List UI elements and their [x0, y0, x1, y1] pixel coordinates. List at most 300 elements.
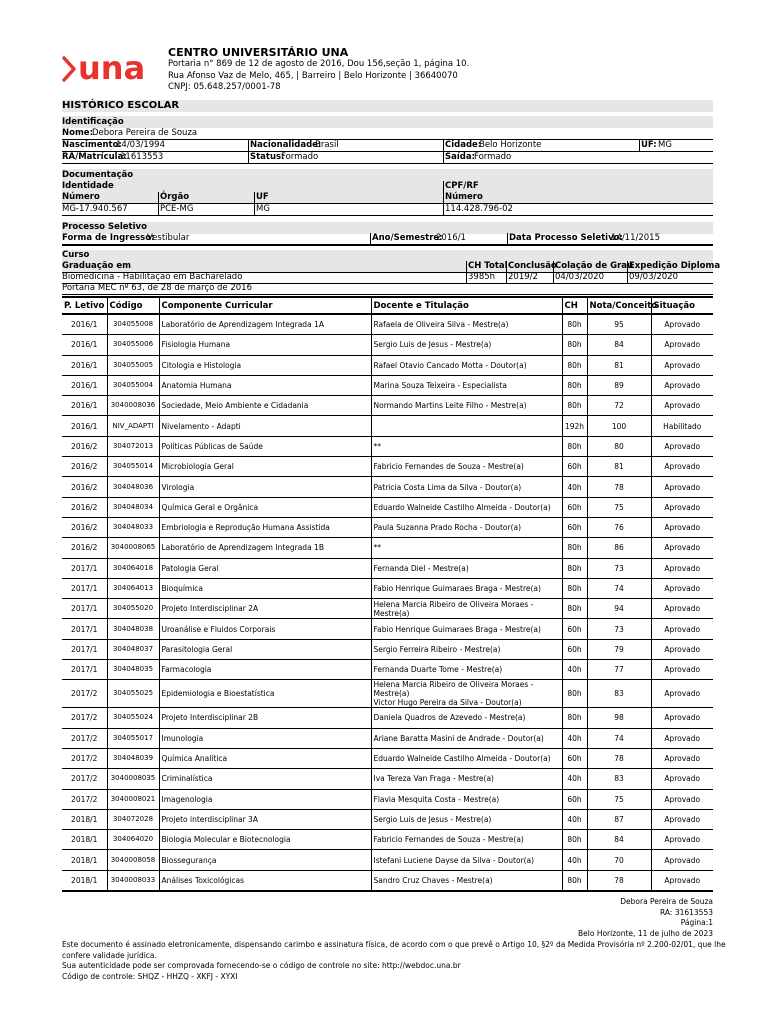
cell-codigo: 304055025 — [107, 680, 159, 708]
expedicao-label: Expedição Diploma — [629, 261, 721, 271]
cell-codigo: 304064018 — [107, 558, 159, 578]
cell-ch: 60h — [562, 639, 587, 659]
cell-codigo: 304055020 — [107, 599, 159, 619]
table-row — [62, 538, 713, 558]
cell-docente: Helena Marcia Ribeiro de Oliveira Moraes - Mestre(a) Victor Hugo Pereira da Silva - Doutor(a) — [371, 680, 562, 708]
cell-codigo: 3040008021 — [107, 789, 159, 809]
cell-periodo: 2016/1 — [62, 355, 107, 375]
cell-nota: 77 — [587, 660, 651, 680]
cell-docente: Ariane Baratta Masini de Andrade - Doutor(a) — [371, 728, 562, 748]
cell-periodo: 2017/2 — [62, 789, 107, 809]
cell-ch: 80h — [562, 396, 587, 416]
saida-value: Formado — [474, 152, 512, 162]
cell-nota: 75 — [587, 497, 651, 517]
cell-componente: Virologia — [159, 477, 371, 497]
cell-nota: 80 — [587, 436, 651, 456]
cell-situacao: Aprovado — [651, 355, 713, 375]
ra-label: RA/Matrícula: — [62, 152, 127, 162]
cell-nota: 89 — [587, 375, 651, 395]
cell-periodo: 2016/2 — [62, 517, 107, 537]
cell-periodo: 2016/1 — [62, 375, 107, 395]
processo-label: Processo Seletivo — [62, 222, 147, 232]
cell-codigo: 304055014 — [107, 457, 159, 477]
cell-docente: Fabio Henrique Guimaraes Braga - Mestre(a) — [371, 578, 562, 598]
cell-situacao: Aprovado — [651, 789, 713, 809]
institution-name: CENTRO UNIVERSITÁRIO UNA — [168, 46, 349, 59]
cell-docente: Fabricio Fernandes de Souza - Mestre(a) — [371, 830, 562, 850]
cell-ch: 60h — [562, 748, 587, 768]
table-row — [62, 789, 713, 809]
cell-nota: 84 — [587, 335, 651, 355]
cell-situacao: Aprovado — [651, 578, 713, 598]
cell-ch: 80h — [562, 708, 587, 728]
cell-componente: Microbiologia Geral — [159, 457, 371, 477]
cell-ch: 80h — [562, 558, 587, 578]
cell-docente: Sergio Luis de Jesus - Mestre(a) — [371, 809, 562, 829]
cell-componente: Parasitologia Geral — [159, 639, 371, 659]
cell-codigo: 304072028 — [107, 809, 159, 829]
cell-codigo: 304055006 — [107, 335, 159, 355]
col-codigo: Código — [107, 297, 159, 314]
cell-ch: 40h — [562, 477, 587, 497]
doc-uf-value: MG — [256, 204, 270, 214]
conclusao-label: Conclusão — [508, 261, 557, 271]
cell-periodo: 2016/1 — [62, 416, 107, 436]
cell-codigo: 304048035 — [107, 660, 159, 680]
cell-docente: Fernanda Diel - Mestre(a) — [371, 558, 562, 578]
cell-nota: 81 — [587, 457, 651, 477]
cell-docente — [371, 416, 562, 436]
cell-periodo: 2016/2 — [62, 538, 107, 558]
cell-docente: Sandro Cruz Chaves - Mestre(a) — [371, 870, 562, 891]
cell-nota: 94 — [587, 599, 651, 619]
cell-componente: Biologia Molecular e Biotecnologia — [159, 830, 371, 850]
signature-date: Belo Horizonte, 11 de julho de 2023 — [578, 928, 713, 938]
cell-nota: 83 — [587, 680, 651, 708]
cell-codigo: 304055008 — [107, 314, 159, 335]
courses-table — [62, 296, 713, 892]
cell-periodo: 2018/1 — [62, 830, 107, 850]
table-row — [62, 769, 713, 789]
cell-situacao: Aprovado — [651, 538, 713, 558]
cell-nota: 86 — [587, 538, 651, 558]
table-row — [62, 728, 713, 748]
cell-componente: Projeto interdisciplinar 3A — [159, 809, 371, 829]
table-row — [62, 355, 713, 375]
cell-ch: 80h — [562, 375, 587, 395]
graduacao-value: Biomedicina - Habilitação em Bacharelado — [62, 272, 243, 282]
cell-componente: Nivelamento - Adapti — [159, 416, 371, 436]
cell-docente: Daniela Quadros de Azevedo - Mestre(a) — [371, 708, 562, 728]
cell-situacao: Aprovado — [651, 497, 713, 517]
forma-ingresso-value: Vestibular — [147, 233, 190, 243]
nome-label: Nome: — [62, 128, 93, 138]
cell-periodo: 2017/1 — [62, 639, 107, 659]
table-row — [62, 639, 713, 659]
courses-body — [62, 314, 713, 891]
cell-codigo: 304064013 — [107, 578, 159, 598]
cell-componente: Química Analítica — [159, 748, 371, 768]
cell-componente: Políticas Públicas de Saúde — [159, 436, 371, 456]
cell-ch: 60h — [562, 789, 587, 809]
cell-nota: 81 — [587, 355, 651, 375]
cell-ch: 80h — [562, 314, 587, 335]
cell-nota: 95 — [587, 314, 651, 335]
cell-docente: Eduardo Walneide Castilho Almeida - Doutor(a) — [371, 497, 562, 517]
col-periodo: P. Letivo — [62, 297, 107, 314]
cell-docente: Helena Marcia Ribeiro de Oliveira Moraes - Mestre(a) — [371, 599, 562, 619]
cell-componente: Epidemiologia e Bioestatística — [159, 680, 371, 708]
cell-situacao: Aprovado — [651, 660, 713, 680]
expedicao-value: 09/03/2020 — [629, 272, 678, 282]
table-row — [62, 396, 713, 416]
cell-situacao: Aprovado — [651, 477, 713, 497]
nacionalidade-label: Nacionalidade: — [250, 140, 322, 150]
cell-codigo: 3040008035 — [107, 769, 159, 789]
cell-situacao: Aprovado — [651, 517, 713, 537]
uf-label: UF: — [641, 140, 657, 150]
col-docente: Docente e Titulação — [371, 297, 562, 314]
cell-nota: 83 — [587, 769, 651, 789]
footer-control-code: Código de controle: SHQZ - HHZQ - XKFJ - XYXI — [62, 971, 238, 981]
cell-nota: 78 — [587, 870, 651, 891]
ch-total-value: 3985h — [468, 272, 496, 282]
cell-situacao: Aprovado — [651, 558, 713, 578]
col-componente: Componente Curricular — [159, 297, 371, 314]
table-row — [62, 558, 713, 578]
table-row — [62, 850, 713, 870]
cell-situacao: Aprovado — [651, 599, 713, 619]
identificacao-label: Identificação — [62, 117, 124, 127]
cell-docente: Patricia Costa Lima da Silva - Doutor(a) — [371, 477, 562, 497]
cell-periodo: 2016/2 — [62, 477, 107, 497]
cell-ch: 80h — [562, 830, 587, 850]
signature-ra: RA: 31613553 — [660, 907, 713, 917]
cell-ch: 60h — [562, 619, 587, 639]
cell-docente: Fabio Henrique Guimaraes Braga - Mestre(a) — [371, 619, 562, 639]
cell-situacao: Aprovado — [651, 870, 713, 891]
cell-situacao: Aprovado — [651, 830, 713, 850]
cell-ch: 40h — [562, 769, 587, 789]
cell-nota: 73 — [587, 558, 651, 578]
cpf-label: CPF/RF — [445, 181, 479, 191]
cell-codigo: 304048039 — [107, 748, 159, 768]
cell-situacao: Aprovado — [651, 375, 713, 395]
cell-componente: Bioquímica — [159, 578, 371, 598]
cell-periodo: 2016/2 — [62, 457, 107, 477]
cell-periodo: 2018/1 — [62, 850, 107, 870]
cell-nota: 100 — [587, 416, 651, 436]
cell-periodo: 2016/1 — [62, 314, 107, 335]
cell-periodo: 2018/1 — [62, 870, 107, 891]
cell-componente: Biossegurança — [159, 850, 371, 870]
cell-ch: 60h — [562, 457, 587, 477]
cell-situacao: Aprovado — [651, 708, 713, 728]
cell-situacao: Habilitado — [651, 416, 713, 436]
cell-componente: Laboratório de Aprendizagem Integrada 1A — [159, 314, 371, 335]
cpf-numero-label: Número — [445, 192, 483, 202]
institution-cnpj: CNPJ: 05.648.257/0001-78 — [168, 82, 281, 92]
cell-codigo: 304055004 — [107, 375, 159, 395]
identificacao-header — [62, 116, 713, 128]
nascimento-value: 14/03/1994 — [116, 140, 165, 150]
cell-nota: 74 — [587, 578, 651, 598]
institution-portaria: Portaria n° 869 de 12 de agosto de 2016, Dou 156,seção 1, página 10. — [168, 59, 470, 69]
cell-periodo: 2017/2 — [62, 748, 107, 768]
col-ch: CH — [562, 297, 587, 314]
footer-line-3: Sua autenticidade pode ser comprovada fornecendo-se o código de controle no site: http://webdoc.una.br — [62, 961, 461, 970]
svg-text:una: una — [78, 49, 146, 87]
cell-codigo: 304055024 — [107, 708, 159, 728]
cell-docente: Istefani Luciene Dayse da Silva - Doutor(a) — [371, 850, 562, 870]
cell-docente: Rafaela de Oliveira Silva - Mestre(a) — [371, 314, 562, 335]
cell-componente: Farmacologia — [159, 660, 371, 680]
table-row — [62, 457, 713, 477]
cell-codigo: 304048038 — [107, 619, 159, 639]
cell-codigo: 304048037 — [107, 639, 159, 659]
cell-ch: 40h — [562, 850, 587, 870]
table-row — [62, 809, 713, 829]
footer-line-2: confere validade jurídica. — [62, 950, 157, 960]
cell-situacao: Aprovado — [651, 728, 713, 748]
data-processo-value: 14/11/2015 — [611, 233, 660, 243]
cell-nota: 76 — [587, 517, 651, 537]
cell-nota: 73 — [587, 619, 651, 639]
cell-componente: Imunologia — [159, 728, 371, 748]
cell-periodo: 2017/1 — [62, 578, 107, 598]
cell-ch: 80h — [562, 355, 587, 375]
table-row — [62, 708, 713, 728]
cell-codigo: 3040008033 — [107, 870, 159, 891]
table-row — [62, 477, 713, 497]
cell-situacao: Aprovado — [651, 680, 713, 708]
cell-ch: 80h — [562, 436, 587, 456]
table-row — [62, 335, 713, 355]
signature-name: Debora Pereira de Souza — [620, 897, 713, 906]
table-row — [62, 660, 713, 680]
cell-componente: Embriologia e Reprodução Humana Assistida — [159, 517, 371, 537]
ano-semestre-label: Ano/Semestre: — [372, 233, 443, 243]
table-row — [62, 578, 713, 598]
graduacao-label: Graduação em — [62, 261, 131, 271]
cell-ch: 192h — [562, 416, 587, 436]
cell-codigo: 304072013 — [107, 436, 159, 456]
cell-ch: 40h — [562, 728, 587, 748]
cell-situacao: Aprovado — [651, 748, 713, 768]
cell-situacao: Aprovado — [651, 457, 713, 477]
cell-situacao: Aprovado — [651, 619, 713, 639]
signature-page: Página:1 — [680, 918, 713, 927]
document-title: HISTÓRICO ESCOLAR — [62, 100, 713, 112]
cell-docente: Iva Tereza Van Fraga - Mestre(a) — [371, 769, 562, 789]
cell-ch: 80h — [562, 680, 587, 708]
colacao-label: Colação de Grau — [555, 261, 634, 271]
cell-docente: Normando Martins Leite Filho - Mestre(a) — [371, 396, 562, 416]
ch-total-label: CH Total — [468, 261, 508, 271]
cell-periodo: 2017/1 — [62, 558, 107, 578]
table-row — [62, 314, 713, 335]
cell-docente: ** — [371, 538, 562, 558]
table-row — [62, 748, 713, 768]
conclusao-value: 2019/2 — [508, 272, 538, 282]
cell-periodo: 2016/1 — [62, 396, 107, 416]
cell-periodo: 2017/1 — [62, 660, 107, 680]
cell-ch: 80h — [562, 599, 587, 619]
cell-componente: Sociedade, Meio Ambiente e Cidadania — [159, 396, 371, 416]
cell-codigo: NIV_ADAPTI — [107, 416, 159, 436]
col-nota: Nota/Conceito — [587, 297, 651, 314]
cell-docente: Fabricio Fernandes de Souza - Mestre(a) — [371, 457, 562, 477]
table-row — [62, 497, 713, 517]
cell-componente: Criminalística — [159, 769, 371, 789]
cell-docente: Sergio Ferreira Ribeiro - Mestre(a) — [371, 639, 562, 659]
uf-value: MG — [658, 140, 672, 150]
signature-block — [578, 897, 713, 939]
nascimento-label: Nascimento: — [62, 140, 122, 150]
cell-codigo: 304048036 — [107, 477, 159, 497]
documentacao-label: Documentação — [62, 170, 134, 180]
cell-codigo: 304048033 — [107, 517, 159, 537]
cell-componente: Patologia Geral — [159, 558, 371, 578]
cell-codigo: 3040008036 — [107, 396, 159, 416]
institution-info — [168, 46, 469, 94]
table-row — [62, 416, 713, 436]
cell-nota: 78 — [587, 748, 651, 768]
orgao-value: PCE-MG — [160, 204, 194, 214]
cell-situacao: Aprovado — [651, 850, 713, 870]
cell-situacao: Aprovado — [651, 639, 713, 659]
cell-nota: 87 — [587, 809, 651, 829]
table-header-row — [62, 297, 713, 314]
cell-codigo: 304055017 — [107, 728, 159, 748]
cell-situacao: Aprovado — [651, 769, 713, 789]
cell-ch: 40h — [562, 660, 587, 680]
cell-componente: Citologia e Histologia — [159, 355, 371, 375]
cell-docente: Paula Suzanna Prado Rocha - Doutor(a) — [371, 517, 562, 537]
cell-nota: 98 — [587, 708, 651, 728]
cell-situacao: Aprovado — [651, 314, 713, 335]
cell-periodo: 2017/1 — [62, 619, 107, 639]
cell-componente: Projeto Interdisciplinar 2A — [159, 599, 371, 619]
cell-periodo: 2017/2 — [62, 708, 107, 728]
cell-componente: Fisiologia Humana — [159, 335, 371, 355]
institution-address: Rua Afonso Vaz de Melo, 465, | Barreiro | Belo Horizonte | 36640070 — [168, 70, 458, 81]
cell-periodo: 2017/2 — [62, 728, 107, 748]
cell-codigo: 304048034 — [107, 497, 159, 517]
cell-nota: 72 — [587, 396, 651, 416]
cell-nota: 74 — [587, 728, 651, 748]
identidade-label: Identidade — [62, 181, 114, 191]
ra-value: 31613553 — [120, 152, 164, 162]
table-row — [62, 619, 713, 639]
col-situacao: Situação — [651, 297, 713, 314]
cell-componente: Imagenologia — [159, 789, 371, 809]
cell-docente: Fernanda Duarte Tome - Mestre(a) — [371, 660, 562, 680]
cell-codigo: 304064020 — [107, 830, 159, 850]
table-row — [62, 599, 713, 619]
curso-label: Curso — [62, 250, 90, 260]
table-row — [62, 870, 713, 891]
cell-nota: 70 — [587, 850, 651, 870]
cell-componente: Análises Toxicológicas — [159, 870, 371, 891]
status-value: Formado — [281, 152, 319, 162]
nome-value: Debora Pereira de Souza — [92, 128, 198, 138]
saida-label: Saída: — [445, 152, 475, 162]
footer-line-1: Este documento é assinado eletronicamente, dispensando carimbo e assinatura física, de acordo com o que prevê o Artigo 10, §2º da Medida Provisória nº 2.200-02/01, que lhe — [62, 940, 726, 949]
cell-nota: 75 — [587, 789, 651, 809]
cell-codigo: 304055005 — [107, 355, 159, 375]
table-row — [62, 375, 713, 395]
table-row — [62, 517, 713, 537]
cidade-label: Cidade: — [445, 140, 482, 150]
cell-componente: Anatomia Humana — [159, 375, 371, 395]
cell-periodo: 2016/1 — [62, 335, 107, 355]
cell-periodo: 2017/1 — [62, 599, 107, 619]
doc-uf-label: UF — [256, 192, 269, 202]
cell-nota: 79 — [587, 639, 651, 659]
table-row — [62, 436, 713, 456]
cpf-value: 114.428.796-02 — [445, 204, 513, 214]
colacao-value: 04/03/2020 — [555, 272, 604, 282]
table-row — [62, 680, 713, 708]
cell-periodo: 2016/2 — [62, 436, 107, 456]
cell-situacao: Aprovado — [651, 396, 713, 416]
cell-docente: Sergio Luis de Jesus - Mestre(a) — [371, 335, 562, 355]
cell-periodo: 2018/1 — [62, 809, 107, 829]
cell-nota: 78 — [587, 477, 651, 497]
cell-componente: Laboratório de Aprendizagem Integrada 1B — [159, 538, 371, 558]
cell-ch: 80h — [562, 578, 587, 598]
footer-notice — [62, 940, 726, 982]
status-label: Status: — [250, 152, 285, 162]
forma-ingresso-label: Forma de Ingresso: — [62, 233, 155, 243]
una-logo — [62, 49, 162, 87]
cell-componente: Projeto Interdisciplinar 2B — [159, 708, 371, 728]
cell-nota: 84 — [587, 830, 651, 850]
cell-docente: Rafael Otavio Cancado Motta - Doutor(a) — [371, 355, 562, 375]
cell-docente: ** — [371, 436, 562, 456]
cell-docente: Eduardo Walneide Castilho Almeida - Doutor(a) — [371, 748, 562, 768]
cidade-value: Belo Horizonte — [479, 140, 542, 150]
cell-ch: 80h — [562, 538, 587, 558]
cell-componente: Uroanálise e Fluidos Corporais — [159, 619, 371, 639]
cell-codigo: 3040008058 — [107, 850, 159, 870]
rg-numero-value: MG-17.940.567 — [62, 204, 128, 214]
cell-periodo: 2017/2 — [62, 680, 107, 708]
data-processo-label: Data Processo Seletivo: — [509, 233, 623, 243]
cell-ch: 60h — [562, 517, 587, 537]
cell-situacao: Aprovado — [651, 436, 713, 456]
table-row — [62, 830, 713, 850]
ano-semestre-value: 2016/1 — [436, 233, 466, 243]
cell-ch: 80h — [562, 335, 587, 355]
cell-periodo: 2017/2 — [62, 769, 107, 789]
cell-ch: 80h — [562, 870, 587, 891]
cell-docente: Marina Souza Teixeira - Especialista — [371, 375, 562, 395]
cell-codigo: 3040008065 — [107, 538, 159, 558]
portaria-mec: Portaria MEC nº 63, de 28 de março de 2016 — [62, 283, 252, 293]
nacionalidade-value: Brasil — [315, 140, 339, 150]
cell-situacao: Aprovado — [651, 809, 713, 829]
cell-componente: Química Geral e Orgânica — [159, 497, 371, 517]
cell-ch: 60h — [562, 497, 587, 517]
cell-periodo: 2016/2 — [62, 497, 107, 517]
cell-ch: 40h — [562, 809, 587, 829]
cell-docente: Flavia Mesquita Costa - Mestre(a) — [371, 789, 562, 809]
rg-numero-label: Número — [62, 192, 100, 202]
cell-situacao: Aprovado — [651, 335, 713, 355]
orgao-label: Órgão — [160, 192, 190, 202]
